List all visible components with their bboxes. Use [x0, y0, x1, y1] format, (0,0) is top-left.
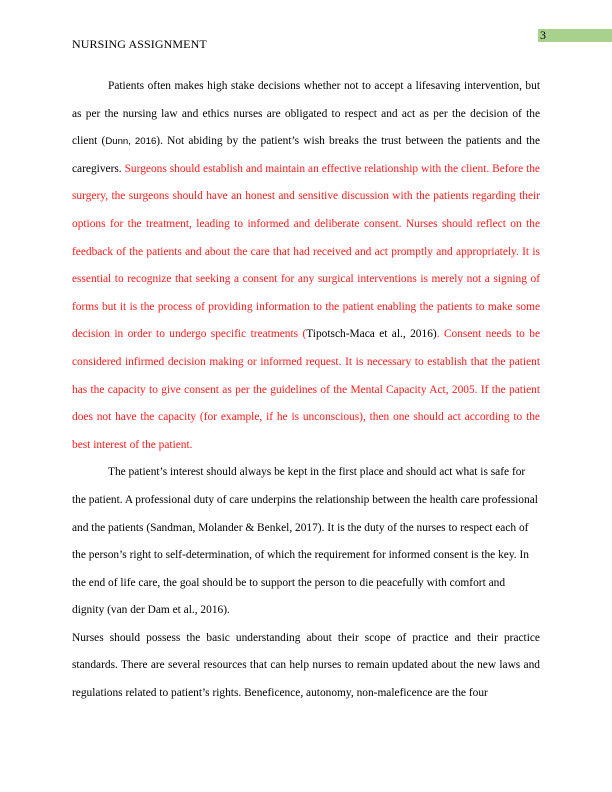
- running-header: NURSING ASSIGNMENT: [72, 37, 207, 51]
- document-body: [72, 73, 540, 708]
- paragraph-2: The patient’s interest should always be kept in the first place and should act what is safe for the patient. A professional duty of care underpins the relationship between the health care professional and the patients (Sandman, Molander & Benkel, 2017). It is the duty of the nurses to respect each of the person’s right to self-determination, of which the requirement for informed consent is the key. In the end of life care, the goal should be to support the person to die peacefully with comfort and dignity (van der Dam et al., 2016).: [72, 466, 538, 617]
- paragraph-1-text-a: Patients often makes high stake decisions whether not to accept a lifesaving intervention, but as per the nursing law and ethics nurses are obligated to respect and act as per the decision of the client (: [72, 80, 540, 148]
- paragraph-3: Nurses should possess the basic understanding about their scope of practice and their practice standards. There are several resources that can help nurses to remain updated about the new laws and regulations related to patient’s rights. Beneficence, autonomy, non-maleficence are the four: [72, 631, 540, 700]
- page-number-tab: [538, 29, 612, 42]
- paragraph-1-text-b: ). Not abiding by the patient’s wish breaks the trust between the patients and the caregivers.: [72, 135, 540, 175]
- citation-dunn: Dunn, 2016: [105, 136, 157, 148]
- paragraph-1: [72, 73, 540, 459]
- page-number: 3: [540, 28, 546, 42]
- highlighted-text-red-1: Surgeons should establish and maintain an effective relationship with the client. Before the surgery, the surgeons should have an honest and sensitive discussion with the patients regarding their options for the treatment, leading to informed and deliberate consent. Nurses should reflect on the feedback of the patients and about the care that had received and act promptly and appropriately. It is essential to recognize that seeking a consent for any surgical interventions is merely not a signing of forms but it is the process of providing information to the patient enabling the patients to make some decision in order to undergo specific treatments (: [72, 162, 540, 341]
- highlighted-text-red-2: . Consent needs to be considered infirmed decision making or informed request. It is necessary to establish that the patient has the capacity to give consent as per the guidelines of the Mental Capacity Act, 2005. If the patient does not have the capacity (for example, if he is unconscious), then one should act according to the best interest of the patient.: [72, 328, 541, 451]
- citation-tipotsch-maca: Tipotsch-Maca et al., 2016): [306, 328, 437, 341]
